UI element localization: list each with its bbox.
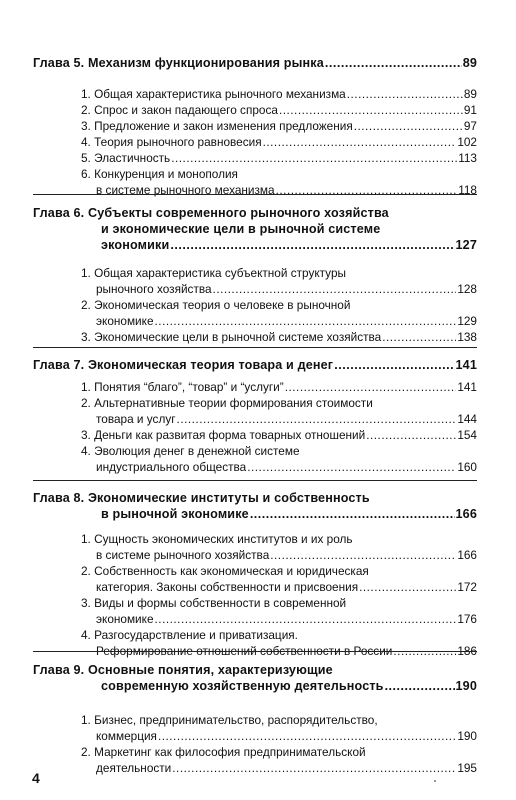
- toc-title-text: Глава 5. Механизм функционирования рынка: [33, 56, 324, 70]
- toc-title-text: 3. Виды и формы собственности в современной: [81, 596, 347, 610]
- toc-title-text: в системе рыночного механизма: [96, 183, 275, 197]
- toc-title-text: Глава 7. Экономическая теория товара и денег: [33, 358, 334, 372]
- toc-line: [101, 507, 477, 522]
- toc-page-number: 141: [457, 380, 477, 394]
- dot-leader: [155, 612, 457, 627]
- toc-page-number: 186: [457, 644, 477, 658]
- toc-title-text: 4. Эволюция денег в денежной системе: [81, 444, 300, 458]
- toc-title-text: индустриального общества: [96, 460, 247, 474]
- chapter-divider: [33, 651, 477, 652]
- toc-line: [101, 679, 477, 694]
- toc-page-number: 127: [455, 238, 477, 252]
- dot-leader: [213, 282, 457, 297]
- toc-title-text: Реформирование отношений собственности в России: [96, 644, 393, 658]
- dot-leader: [158, 729, 456, 744]
- toc-title-text: 2. Экономическая теория о человеке в рыночной: [81, 298, 351, 312]
- toc-page-number: 154: [457, 428, 477, 442]
- toc-title-text: деятельности: [96, 761, 172, 775]
- dot-leader: [247, 460, 456, 475]
- toc-title-text: экономики: [101, 238, 170, 252]
- toc-line: [81, 167, 477, 182]
- toc-title-text: 6. Конкуренция и монополия: [81, 167, 238, 181]
- toc-page-number: 190: [455, 679, 477, 693]
- dot-leader: [279, 103, 463, 118]
- dot-leader: [170, 238, 454, 253]
- dot-leader: [385, 679, 455, 694]
- toc-line: [81, 396, 477, 411]
- toc-title-text: Глава 6. Субъекты современного рыночного хозяйства: [33, 206, 389, 220]
- toc-line: [33, 56, 477, 71]
- toc-line: [96, 761, 477, 776]
- toc-line: [81, 596, 477, 611]
- toc-title-text: 1. Общая характеристика субъектной структуры: [81, 266, 346, 280]
- toc-page-number: 176: [457, 612, 477, 626]
- toc-line: [96, 183, 477, 198]
- toc-line: [96, 412, 477, 427]
- toc-line: [81, 444, 477, 459]
- toc-page-number: 97: [463, 119, 477, 133]
- toc-page-number: 128: [457, 282, 477, 296]
- scan-speck: [434, 780, 436, 782]
- toc-line: [81, 330, 477, 345]
- toc-page-number: 166: [457, 548, 477, 562]
- dot-leader: [366, 428, 456, 443]
- dot-leader: [172, 761, 456, 776]
- toc-title-text: современную хозяйственную деятельность: [101, 679, 384, 693]
- toc-page-number: 113: [458, 151, 477, 165]
- toc-line: [96, 460, 477, 475]
- toc-page-number: 195: [457, 761, 477, 775]
- toc-title-text: 2. Маркетинг как философия предпринимательской: [81, 745, 366, 759]
- toc-line: [81, 564, 477, 579]
- toc-line: [101, 238, 477, 253]
- toc-line: [33, 491, 477, 506]
- toc-page-number: 118: [458, 183, 477, 197]
- toc-line: [33, 206, 477, 221]
- toc-line: [81, 151, 477, 166]
- toc-page-number: 102: [457, 135, 477, 149]
- toc-line: [33, 358, 477, 373]
- dot-leader: [359, 580, 456, 595]
- toc-line: [81, 298, 477, 313]
- toc-line: [81, 266, 477, 281]
- toc-line: [81, 87, 477, 102]
- toc-title-text: в системе рыночного хозяйства: [96, 548, 270, 562]
- toc-title-text: 2. Альтернативные теории формирования стоимости: [81, 396, 373, 410]
- toc-page-number: 160: [457, 460, 477, 474]
- toc-line: [81, 119, 477, 134]
- dot-leader: [382, 330, 456, 345]
- dot-leader: [250, 507, 455, 522]
- toc-line: [96, 729, 477, 744]
- dot-leader: [171, 151, 457, 166]
- toc-line: [81, 713, 477, 728]
- toc-title-text: 1. Сущность экономических институтов и их роль: [81, 532, 353, 546]
- toc-title-text: в рыночной экономике: [101, 507, 249, 521]
- toc-line: [101, 222, 477, 237]
- toc-page-number: 89: [463, 87, 477, 101]
- toc-title-text: 3. Деньги как развитая форма товарных отношений: [81, 428, 366, 442]
- toc-line: [81, 103, 477, 118]
- dot-leader: [263, 135, 457, 150]
- toc-line: [33, 663, 477, 678]
- dot-leader: [270, 548, 456, 563]
- toc-page-number: 172: [457, 580, 477, 594]
- toc-title-text: товара и услуг: [96, 412, 176, 426]
- toc-page-number: 144: [457, 412, 477, 426]
- toc-line: [96, 282, 477, 297]
- chapter-divider: [33, 194, 477, 195]
- toc-line: [96, 548, 477, 563]
- toc-line: [96, 314, 477, 329]
- toc-page-number: 129: [457, 314, 477, 328]
- toc-title-text: 2. Собственность как экономическая и юридическая: [81, 564, 369, 578]
- chapter-divider: [33, 347, 477, 348]
- toc-title-text: 1. Общая характеристика рыночного механизма: [81, 87, 346, 101]
- toc-page-number: 138: [457, 330, 477, 344]
- toc-line: [96, 612, 477, 627]
- toc-line: [81, 380, 477, 395]
- toc-page-number: 91: [463, 103, 477, 117]
- dot-leader: [155, 314, 457, 329]
- toc-title-text: 2. Спрос и закон падающего спроса: [81, 103, 278, 117]
- toc-title-text: Глава 8. Экономические институты и собственность: [33, 491, 370, 505]
- dot-leader: [276, 183, 458, 198]
- toc-title-text: рыночного хозяйства: [96, 282, 212, 296]
- toc-page-number: 141: [455, 358, 477, 372]
- toc-title-text: 3. Предложение и закон изменения предложения: [81, 119, 353, 133]
- toc-line: [96, 580, 477, 595]
- toc-line: [81, 532, 477, 547]
- chapter-divider: [33, 480, 477, 481]
- toc-line: [81, 745, 477, 760]
- dot-leader: [177, 412, 457, 427]
- toc-title-text: 4. Теория рыночного равновесия: [81, 135, 262, 149]
- toc-title-text: экономике: [96, 314, 154, 328]
- toc-title-text: 4. Разгосударствление и приватизация.: [81, 628, 298, 642]
- toc-title-text: 1. Бизнес, предпринимательство, распорядительство,: [81, 713, 378, 727]
- dot-leader: [334, 358, 454, 373]
- toc-line: [81, 428, 477, 443]
- toc-title-text: 3. Экономические цели в рыночной системе хозяйства: [81, 330, 382, 344]
- dot-leader: [354, 119, 463, 134]
- toc-title-text: экономике: [96, 612, 154, 626]
- toc-page-number: 89: [462, 56, 477, 70]
- toc-title-text: 5. Эластичность: [81, 151, 171, 165]
- toc-title-text: 1. Понятия “благо”, “товар” и “услуги”: [81, 380, 284, 394]
- toc-title-text: Глава 9. Основные понятия, характеризующие: [33, 663, 333, 677]
- toc-line: [81, 628, 477, 643]
- toc-line: [81, 135, 477, 150]
- toc-title-text: и экономические цели в рыночной системе: [101, 222, 381, 236]
- dot-leader: [347, 87, 463, 102]
- toc-page-number: 190: [457, 729, 477, 743]
- dot-leader: [325, 56, 462, 71]
- dot-leader: [285, 380, 457, 395]
- toc-page-number: 166: [455, 507, 477, 521]
- page-number: 4: [32, 770, 40, 786]
- toc-title-text: коммерция: [96, 729, 157, 743]
- toc-title-text: категория. Законы собственности и присвоения: [96, 580, 359, 594]
